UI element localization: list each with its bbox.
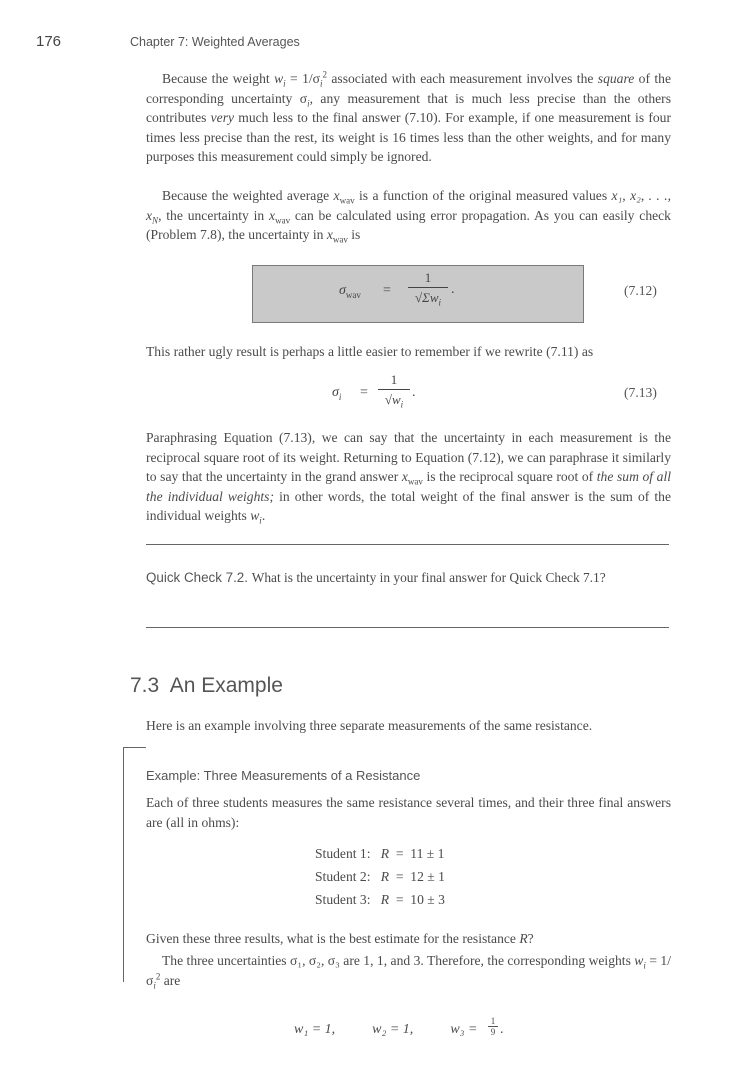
- paragraph-error-propagation: Because the weighted average $x_{wav}$ is a function of the original measured values x₁, x₂, . . ., $x_N$, the uncertainty in $x_{wav}$ can be calculated using error propagation. As you can easily check (Problem 7.8), the uncertainty in $x_{wav}$ is: [146, 188, 671, 245]
- weights-equation: w₁ = 1, w₂ = 1, w₃ =: [294, 1022, 478, 1037]
- quick-check-bottom-rule: [146, 627, 669, 628]
- eq712-denominator: √Σw: [414, 290, 439, 305]
- paragraph-rewrite: This rather ugly result is perhaps a little easier to remember if we rewrite (7.11) as: [146, 344, 594, 359]
- eq713-lhs: σ: [332, 385, 339, 400]
- w3-fraction: 1 9: [488, 1016, 498, 1037]
- student-row: Student 2: R = 12 ± 1: [315, 869, 445, 884]
- eq712-lhs: σ: [339, 283, 346, 298]
- quick-check-label: Quick Check 7.2.: [146, 570, 248, 585]
- example-bracket: [123, 747, 146, 982]
- example-weights-text: The three uncertainties σ₁, σ₂, σ₃ are 1, 1, and 3. Therefore, the corresponding weights $w_i = 1/\sigma_i^2$ are: [146, 953, 671, 991]
- quick-check-question: What is the uncertainty in your final answer for Quick Check 7.1?: [251, 570, 606, 585]
- eq713-equals: =: [360, 385, 368, 400]
- equation-7-12-box: $\sigma_{wav}$ = 1 $√\Sigma w_i$ .: [252, 265, 584, 323]
- page-number: 176: [36, 33, 62, 50]
- equation-number-7-13: (7.13): [624, 385, 657, 400]
- paragraph-weight-square: Because the weight $w_i = 1/\sigma_i^2$ associated with each measurement involves the square of the corresponding uncertainty $\sigma_i$, any measurement that is much less precise than the others contributes very much less to the final answer (7.10). For example, if one measurement is four times less precise than the rest, its weight is 16 times less than the other weights, and for many purposes this measurement could simply be ignored.: [146, 69, 671, 165]
- section-heading: 7.3 An Example: [130, 674, 283, 697]
- eq712-equals: =: [383, 283, 391, 298]
- eq712-numerator: 1: [424, 270, 432, 285]
- eq713-numerator: 1: [390, 372, 398, 387]
- example-question: Given these three results, what is the best estimate for the resistance R?: [146, 931, 534, 946]
- paragraph-paraphrase: Paraphrasing Equation (7.13), we can say that the uncertainty in each measurement is the reciprocal square root of its weight. Returning to Equation (7.12), we can paraphrase it similarly to say that the uncertainty in the grand answer $x_{wav}$ is the reciprocal square root of the sum of all the individual weights; in other words, the total weight of the final answer is the sum of the individual weights $w_i$.: [146, 430, 672, 527]
- example-intro: Each of three students measures the same resistance several times, and their three final answers are (all in ohms):: [146, 795, 671, 830]
- example-title: Example: Three Measurements of a Resistance: [146, 768, 421, 783]
- equation-number-7-12: (7.12): [624, 283, 657, 298]
- weights-period: .: [500, 1022, 504, 1037]
- eq713-denominator: √w: [384, 392, 401, 407]
- quick-check-top-rule: [146, 544, 669, 545]
- student-row: Student 1: R = 11 ± 1: [315, 846, 445, 861]
- student-row: Student 3: R = 10 ± 3: [315, 892, 445, 907]
- quick-check: [146, 568, 671, 588]
- section-intro: Here is an example involving three separate measurements of the same resistance.: [146, 718, 593, 733]
- chapter-header: Chapter 7: Weighted Averages: [130, 35, 300, 49]
